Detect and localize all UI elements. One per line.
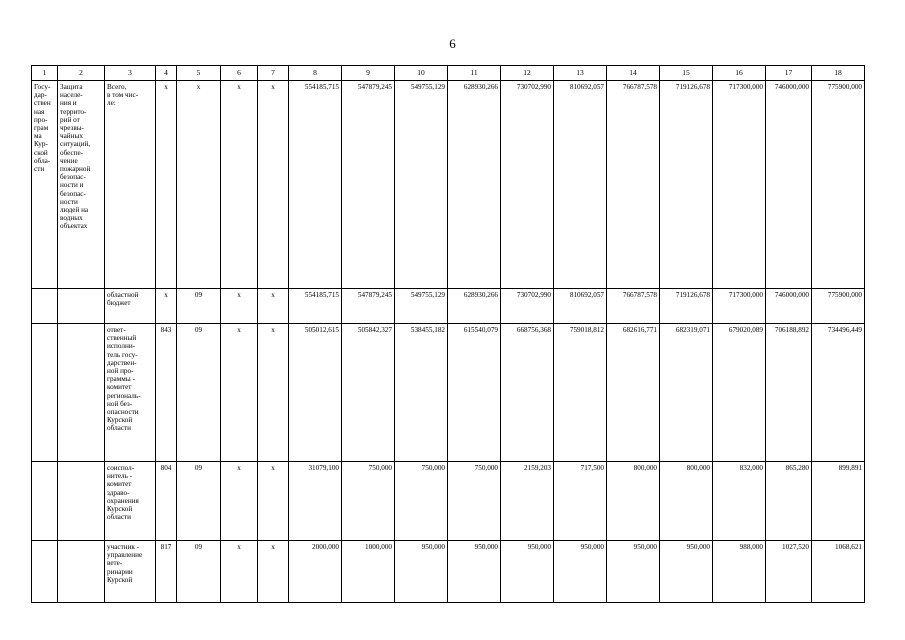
value-cell: 730702,990	[501, 289, 554, 324]
value-cell: 746000,000	[766, 81, 812, 289]
table-row	[32, 462, 865, 541]
value-cell: 706188,892	[766, 324, 812, 462]
code-cell: 804	[156, 462, 177, 541]
code-cell: x	[156, 289, 177, 324]
value-cell: 719126,678	[660, 81, 713, 289]
value-cell: 549755,129	[395, 289, 448, 324]
column-number-header: 18	[812, 66, 865, 81]
column-number-header: 10	[395, 66, 448, 81]
value-cell: 950,000	[554, 541, 607, 603]
value-cell: 505842,327	[342, 324, 395, 462]
column-number-header: 7	[258, 66, 289, 81]
value-cell: 810692,057	[554, 81, 607, 289]
code-cell: x	[258, 462, 289, 541]
column-number-header: 9	[342, 66, 395, 81]
value-cell: 950,000	[501, 541, 554, 603]
value-cell: 734496,449	[812, 324, 865, 462]
value-cell: 505012,615	[289, 324, 342, 462]
value-cell: 899,891	[812, 462, 865, 541]
code-cell: x	[221, 289, 258, 324]
value-cell: 1068,621	[812, 541, 865, 603]
table-row	[32, 81, 865, 289]
empty-cell	[58, 324, 105, 462]
value-cell: 549755,129	[395, 81, 448, 289]
value-cell: 628930,266	[448, 289, 501, 324]
column-number-header: 4	[156, 66, 177, 81]
code-cell: 843	[156, 324, 177, 462]
value-cell: 554185,715	[289, 289, 342, 324]
value-cell: 750,000	[395, 462, 448, 541]
empty-cell	[58, 541, 105, 603]
value-cell: 1027,520	[766, 541, 812, 603]
value-cell: 950,000	[607, 541, 660, 603]
table-row	[32, 324, 865, 462]
code-cell: x	[221, 541, 258, 603]
value-cell: 950,000	[448, 541, 501, 603]
value-cell: 865,280	[766, 462, 812, 541]
value-cell: 2159,203	[501, 462, 554, 541]
table-row	[32, 289, 865, 324]
value-cell: 775900,000	[812, 81, 865, 289]
column-number-header: 11	[448, 66, 501, 81]
value-cell: 1000,000	[342, 541, 395, 603]
column-number-header: 5	[177, 66, 221, 81]
value-cell: 547879,245	[342, 81, 395, 289]
column-number-header: 2	[58, 66, 105, 81]
funding-source-label: ответ- ственный исполни- тель госу- дарствен- ной про- граммы - комитет региональ- ной без- опасности Курской области	[105, 324, 156, 462]
value-cell: 2000,000	[289, 541, 342, 603]
value-cell: 950,000	[660, 541, 713, 603]
value-cell: 750,000	[342, 462, 395, 541]
empty-cell	[32, 541, 58, 603]
subprogram-name-cell: Защита населе- ния и террито- рий от чрезвы- чайных ситуаций, обеспе- чение пожарной безопас- ности и безопас- ности людей на водных объектах	[58, 81, 105, 289]
empty-cell	[32, 324, 58, 462]
value-cell: 832,000	[713, 462, 766, 541]
empty-cell	[58, 462, 105, 541]
value-cell: 628930,266	[448, 81, 501, 289]
program-name-cell: Госу- дар- ствен ная про- грам ма Кур- ской обла- сти	[32, 81, 58, 289]
code-cell: 817	[156, 541, 177, 603]
value-cell: 759018,812	[554, 324, 607, 462]
empty-cell	[32, 289, 58, 324]
column-number-header: 15	[660, 66, 713, 81]
column-number-header: 13	[554, 66, 607, 81]
page-number: 6	[449, 36, 456, 51]
value-cell: 717,500	[554, 462, 607, 541]
funding-source-label: соиспол- нитель - комитет здраво- охранения Курской области	[105, 462, 156, 541]
funding-source-label: Всего, в том чис- ле:	[105, 81, 156, 289]
empty-cell	[58, 289, 105, 324]
value-cell: 750,000	[448, 462, 501, 541]
column-number-header: 6	[221, 66, 258, 81]
code-cell: x	[221, 81, 258, 289]
column-number-header: 1	[32, 66, 58, 81]
code-cell: x	[177, 81, 221, 289]
code-cell: x	[221, 462, 258, 541]
empty-cell	[32, 462, 58, 541]
code-cell: 09	[177, 289, 221, 324]
code-cell: 09	[177, 324, 221, 462]
column-number-header: 3	[105, 66, 156, 81]
column-number-header: 17	[766, 66, 812, 81]
value-cell: 988,000	[713, 541, 766, 603]
code-cell: x	[258, 324, 289, 462]
value-cell: 730702,990	[501, 81, 554, 289]
column-number-header: 14	[607, 66, 660, 81]
value-cell: 547879,245	[342, 289, 395, 324]
value-cell: 800,000	[660, 462, 713, 541]
value-cell: 682319,071	[660, 324, 713, 462]
value-cell: 746000,000	[766, 289, 812, 324]
value-cell: 800,000	[607, 462, 660, 541]
value-cell: 950,000	[395, 541, 448, 603]
value-cell: 717300,000	[713, 81, 766, 289]
value-cell: 31079,100	[289, 462, 342, 541]
column-number-header: 12	[501, 66, 554, 81]
value-cell: 668756,368	[501, 324, 554, 462]
budget-table	[31, 65, 865, 603]
code-cell: x	[258, 289, 289, 324]
header-row	[32, 66, 865, 81]
code-cell: x	[221, 324, 258, 462]
code-cell: 09	[177, 541, 221, 603]
value-cell: 810692,057	[554, 289, 607, 324]
value-cell: 679020,089	[713, 324, 766, 462]
funding-source-label: участник - управление вете- ринарии Курской	[105, 541, 156, 603]
value-cell: 766787,578	[607, 289, 660, 324]
value-cell: 775900,000	[812, 289, 865, 324]
value-cell: 682616,771	[607, 324, 660, 462]
table-row	[32, 541, 865, 603]
value-cell: 766787,578	[607, 81, 660, 289]
funding-source-label: областной бюджет	[105, 289, 156, 324]
code-cell: x	[258, 541, 289, 603]
code-cell: x	[156, 81, 177, 289]
value-cell: 538455,182	[395, 324, 448, 462]
code-cell: 09	[177, 462, 221, 541]
column-number-header: 16	[713, 66, 766, 81]
code-cell: x	[258, 81, 289, 289]
value-cell: 719126,678	[660, 289, 713, 324]
value-cell: 615540,079	[448, 324, 501, 462]
value-cell: 717300,000	[713, 289, 766, 324]
value-cell: 554185,715	[289, 81, 342, 289]
column-number-header: 8	[289, 66, 342, 81]
